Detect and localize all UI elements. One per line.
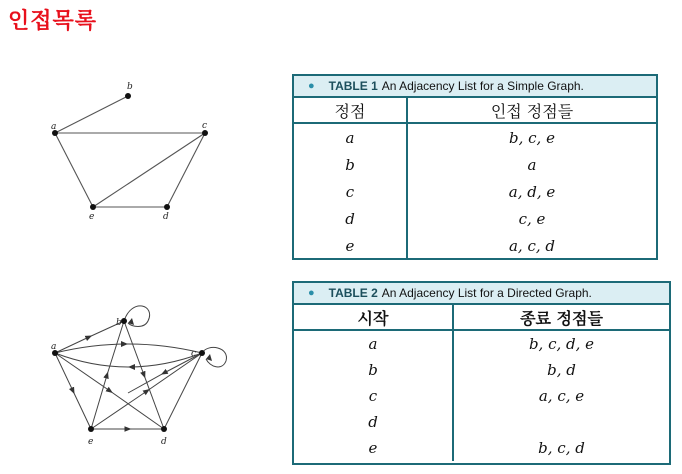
vertex-d (164, 204, 170, 210)
table2-caption-label: TABLE 2 (328, 286, 378, 300)
arrowhead-a-c (121, 341, 128, 347)
table2-cell-start: c (368, 387, 378, 405)
vertex-label-e: e (89, 212, 95, 222)
table2-cell-end: b, c, d, e (528, 335, 595, 353)
vertex-e (90, 204, 96, 210)
table2 (292, 281, 671, 465)
vertex-label-d: d (163, 212, 169, 222)
edge-e-c (91, 353, 202, 429)
table2-cell-end: b, d (547, 361, 576, 379)
table1-cell-adjacent: a, c, d (508, 236, 556, 255)
bullet-icon: ● (308, 80, 315, 92)
edge-c-c (202, 347, 226, 366)
vertex-b (121, 318, 127, 324)
table1-header-vertex: 정점 (294, 98, 408, 122)
edge-c-d (167, 133, 205, 207)
edge-c-d (164, 353, 202, 429)
table1 (292, 74, 658, 260)
table1-body (294, 124, 656, 259)
table1-cell-adjacent: b, c, e (509, 128, 555, 147)
edge-c-e (93, 133, 205, 207)
table1-cell-adjacent: a, d, e (508, 182, 556, 201)
page-title: 인접목록 (8, 9, 98, 34)
simple-graph (40, 75, 230, 225)
edge-b-d (124, 321, 164, 429)
vertex-label-a: a (51, 122, 57, 132)
bullet-icon: ● (308, 287, 315, 299)
table1-header-adjacent: 인접 정점들 (490, 101, 574, 121)
table2-cell-end: a, c, e (538, 387, 585, 405)
edge-a-b (55, 321, 124, 353)
table2-caption-text: An Adjacency List for a Directed Graph. (381, 286, 592, 300)
directed-graph (40, 295, 240, 455)
vertex-e (88, 426, 94, 432)
table1-cell-adjacent: c, e (518, 209, 546, 228)
vertex-label-d: d (161, 437, 167, 447)
vertex-label-b: b (127, 82, 133, 92)
edge-e-b (91, 321, 124, 429)
table2-cell-start: b (368, 361, 378, 379)
table1-cell-adjacent: a (527, 155, 537, 174)
vertex-label-e: e (88, 437, 94, 447)
vertex-b (125, 93, 131, 99)
edge-c-e (128, 353, 202, 393)
vertex-label-c: c (191, 349, 197, 359)
table1-cell-vertex: d (345, 209, 355, 228)
edge-b-b (124, 306, 150, 327)
table1-caption-label: TABLE 1 (328, 79, 378, 93)
table1-cell-vertex: c (345, 182, 355, 201)
table2-cell-start: a (368, 335, 378, 353)
edge-a-e (55, 133, 93, 207)
table2-cell-start: d (368, 413, 378, 431)
table1-cell-vertex: a (345, 128, 355, 147)
table1-caption (294, 76, 656, 98)
edge-a-b (55, 96, 128, 133)
table2-cell-end: b, c, d (538, 439, 585, 457)
vertex-label-c: c (202, 121, 208, 131)
table2-cell-start: e (368, 439, 378, 457)
table2-cell-end (454, 409, 669, 435)
arrowhead-c-a (128, 364, 135, 370)
table2-header-end: 종료 정점들 (520, 308, 603, 328)
edge-a-e (55, 353, 91, 429)
vertex-label-a: a (51, 342, 57, 352)
table1-header-row (294, 98, 656, 124)
table2-body (294, 331, 669, 461)
table1-cell-vertex: b (345, 155, 355, 174)
vertex-d (161, 426, 167, 432)
table2-header-start: 시작 (294, 305, 454, 329)
edge-a-c (55, 344, 202, 353)
table2-header-row (294, 305, 669, 331)
vertex-label-b: b (116, 318, 122, 328)
table1-caption-text: An Adjacency List for a Simple Graph. (381, 79, 584, 93)
vertex-c (199, 350, 205, 356)
table2-caption (294, 283, 669, 305)
table1-cell-vertex: e (345, 236, 355, 255)
